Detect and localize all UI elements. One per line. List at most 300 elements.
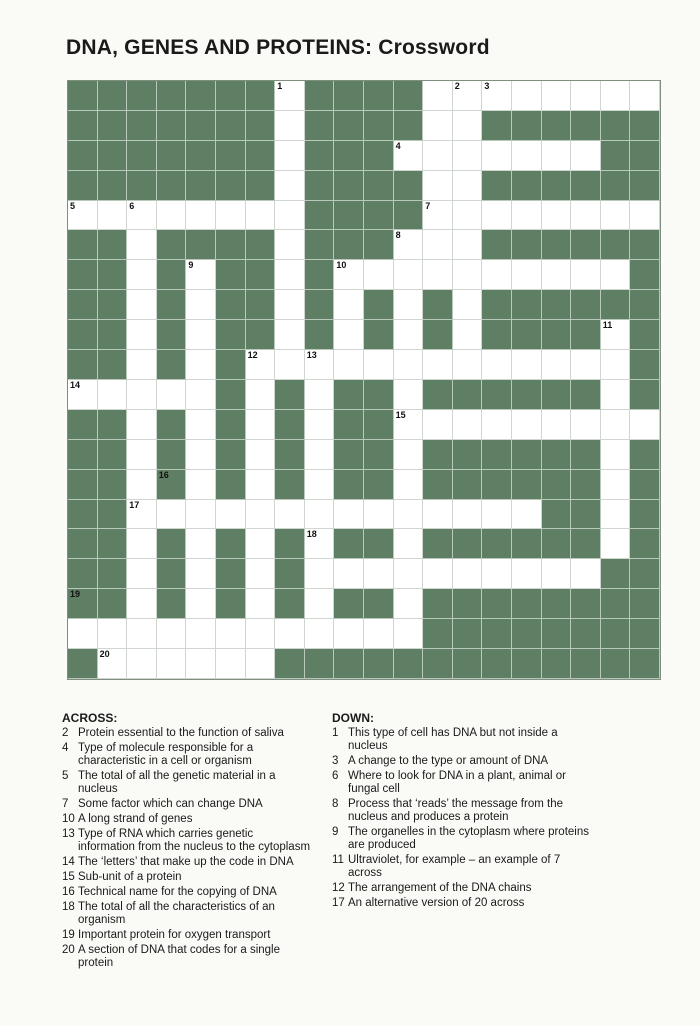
clue-text: Protein essential to the function of saliva xyxy=(78,727,284,739)
blocked-cell xyxy=(423,320,453,350)
crossword-cell[interactable] xyxy=(542,350,572,380)
blocked-cell xyxy=(216,230,246,260)
crossword-cell[interactable] xyxy=(127,320,157,350)
crossword-cell[interactable] xyxy=(542,141,572,171)
blocked-cell xyxy=(453,529,483,559)
crossword-cell[interactable] xyxy=(453,350,483,380)
crossword-cell[interactable] xyxy=(157,500,187,530)
crossword-cell[interactable] xyxy=(275,320,305,350)
crossword-cell[interactable] xyxy=(246,589,276,619)
clue-number: 6 xyxy=(129,200,135,211)
blocked-cell xyxy=(246,171,276,201)
crossword-cell[interactable] xyxy=(246,649,276,679)
blocked-cell xyxy=(157,81,187,111)
crossword-cell[interactable] xyxy=(364,350,394,380)
crossword-cell[interactable] xyxy=(127,290,157,320)
blocked-cell xyxy=(364,589,394,619)
blocked-cell xyxy=(334,649,364,679)
crossword-cell[interactable] xyxy=(127,201,157,231)
clue-text: Sub-unit of a protein xyxy=(78,871,182,883)
blocked-cell xyxy=(305,230,335,260)
blocked-cell xyxy=(157,141,187,171)
blocked-cell xyxy=(334,440,364,470)
crossword-cell[interactable] xyxy=(601,81,631,111)
blocked-cell xyxy=(364,320,394,350)
blocked-cell xyxy=(542,320,572,350)
crossword-cell[interactable] xyxy=(305,470,335,500)
crossword-cell[interactable] xyxy=(186,589,216,619)
blocked-cell xyxy=(68,320,98,350)
crossword-cell[interactable] xyxy=(453,559,483,589)
crossword-cell[interactable] xyxy=(305,559,335,589)
crossword-cell[interactable] xyxy=(186,201,216,231)
crossword-cell[interactable] xyxy=(186,290,216,320)
crossword-cell[interactable] xyxy=(127,380,157,410)
crossword-cell[interactable] xyxy=(334,619,364,649)
blocked-cell xyxy=(364,649,394,679)
crossword-cell[interactable] xyxy=(305,350,335,380)
blocked-cell xyxy=(68,589,98,619)
crossword-cell[interactable] xyxy=(423,260,453,290)
blocked-cell xyxy=(334,201,364,231)
crossword-cell[interactable] xyxy=(334,350,364,380)
crossword-cell[interactable] xyxy=(334,260,364,290)
crossword-cell[interactable] xyxy=(305,440,335,470)
blocked-cell xyxy=(453,380,483,410)
crossword-cell[interactable] xyxy=(482,260,512,290)
crossword-cell[interactable] xyxy=(127,470,157,500)
blocked-cell xyxy=(216,290,246,320)
clue-text: The total of all the characteristics of an organism xyxy=(78,901,275,926)
crossword-cell[interactable] xyxy=(512,350,542,380)
blocked-cell xyxy=(571,619,601,649)
crossword-cell[interactable] xyxy=(186,320,216,350)
crossword-cell[interactable] xyxy=(275,111,305,141)
crossword-cell[interactable] xyxy=(394,500,424,530)
blocked-cell xyxy=(68,500,98,530)
crossword-cell[interactable] xyxy=(542,260,572,290)
blocked-cell xyxy=(275,649,305,679)
blocked-cell xyxy=(127,171,157,201)
crossword-cell[interactable] xyxy=(512,410,542,440)
crossword-cell[interactable] xyxy=(482,201,512,231)
crossword-cell[interactable] xyxy=(364,619,394,649)
blocked-cell xyxy=(482,649,512,679)
blocked-cell xyxy=(542,619,572,649)
crossword-cell[interactable] xyxy=(482,141,512,171)
crossword-cell[interactable] xyxy=(453,230,483,260)
crossword-cell[interactable] xyxy=(275,230,305,260)
blocked-cell xyxy=(98,410,128,440)
crossword-cell[interactable] xyxy=(394,230,424,260)
blocked-cell xyxy=(246,290,276,320)
blocked-cell xyxy=(157,230,187,260)
crossword-cell[interactable] xyxy=(601,350,631,380)
clue-number-label: 20 xyxy=(62,944,75,956)
crossword-cell[interactable] xyxy=(512,81,542,111)
crossword-cell[interactable] xyxy=(453,410,483,440)
crossword-cell[interactable] xyxy=(423,350,453,380)
blocked-cell xyxy=(423,380,453,410)
crossword-cell[interactable] xyxy=(127,440,157,470)
blocked-cell xyxy=(512,440,542,470)
crossword-cell[interactable] xyxy=(394,470,424,500)
crossword-cell[interactable] xyxy=(186,649,216,679)
blocked-cell xyxy=(542,111,572,141)
blocked-cell xyxy=(512,290,542,320)
crossword-cell[interactable] xyxy=(246,410,276,440)
crossword-cell[interactable] xyxy=(394,380,424,410)
blocked-cell xyxy=(275,440,305,470)
blocked-cell xyxy=(127,81,157,111)
crossword-cell[interactable] xyxy=(423,201,453,231)
crossword-cell[interactable] xyxy=(305,619,335,649)
clue-number-label: 4 xyxy=(62,742,69,754)
blocked-cell xyxy=(364,81,394,111)
crossword-cell[interactable] xyxy=(364,559,394,589)
blocked-cell xyxy=(630,290,660,320)
across-clue xyxy=(62,929,312,942)
crossword-cell[interactable] xyxy=(394,260,424,290)
crossword-cell[interactable] xyxy=(453,111,483,141)
blocked-cell xyxy=(512,111,542,141)
crossword-cell[interactable] xyxy=(394,350,424,380)
crossword-cell[interactable] xyxy=(394,559,424,589)
blocked-cell xyxy=(601,230,631,260)
crossword-cell[interactable] xyxy=(68,619,98,649)
crossword-cell[interactable] xyxy=(127,410,157,440)
crossword-cell[interactable] xyxy=(571,559,601,589)
crossword-cell[interactable] xyxy=(571,350,601,380)
crossword-cell[interactable] xyxy=(453,500,483,530)
blocked-cell xyxy=(571,470,601,500)
crossword-cell[interactable] xyxy=(186,260,216,290)
crossword-cell[interactable] xyxy=(186,500,216,530)
crossword-cell[interactable] xyxy=(98,380,128,410)
crossword-cell[interactable] xyxy=(394,320,424,350)
crossword-cell[interactable] xyxy=(394,440,424,470)
crossword-cell[interactable] xyxy=(423,81,453,111)
crossword-cell[interactable] xyxy=(216,649,246,679)
crossword-cell[interactable] xyxy=(186,619,216,649)
crossword-cell[interactable] xyxy=(630,201,660,231)
crossword-cell[interactable] xyxy=(542,81,572,111)
blocked-cell xyxy=(186,171,216,201)
blocked-cell xyxy=(98,111,128,141)
crossword-cell[interactable] xyxy=(246,470,276,500)
crossword-cell[interactable] xyxy=(334,320,364,350)
crossword-cell[interactable] xyxy=(186,380,216,410)
blocked-cell xyxy=(127,111,157,141)
clue-number: 16 xyxy=(158,469,169,480)
crossword-cell[interactable] xyxy=(423,230,453,260)
crossword-cell[interactable] xyxy=(512,260,542,290)
crossword-cell[interactable] xyxy=(127,589,157,619)
crossword-cell[interactable] xyxy=(423,171,453,201)
crossword-cell[interactable] xyxy=(542,410,572,440)
clue-number-label: 18 xyxy=(62,901,75,913)
crossword-cell[interactable] xyxy=(453,171,483,201)
across-clue xyxy=(62,901,312,927)
crossword-cell[interactable] xyxy=(601,260,631,290)
crossword-cell[interactable] xyxy=(571,81,601,111)
blocked-cell xyxy=(305,111,335,141)
crossword-cell[interactable] xyxy=(157,619,187,649)
blocked-cell xyxy=(246,260,276,290)
crossword-cell[interactable] xyxy=(157,649,187,679)
crossword-cell[interactable] xyxy=(453,290,483,320)
crossword-cell[interactable] xyxy=(127,350,157,380)
clue-text: An alternative version of 20 across xyxy=(348,897,525,909)
blocked-cell xyxy=(157,410,187,440)
clue-number-label: 1 xyxy=(332,727,339,739)
crossword-cell[interactable] xyxy=(216,201,246,231)
crossword-cell[interactable] xyxy=(601,529,631,559)
blocked-cell xyxy=(512,529,542,559)
crossword-cell[interactable] xyxy=(423,111,453,141)
crossword-cell[interactable] xyxy=(394,290,424,320)
crossword-cell[interactable] xyxy=(275,141,305,171)
crossword-cell[interactable] xyxy=(601,201,631,231)
crossword-cell[interactable] xyxy=(542,559,572,589)
crossword-cell[interactable] xyxy=(512,500,542,530)
crossword-cell[interactable] xyxy=(275,81,305,111)
crossword-cell[interactable] xyxy=(453,141,483,171)
blocked-cell xyxy=(157,320,187,350)
crossword-cell[interactable] xyxy=(246,380,276,410)
crossword-cell[interactable] xyxy=(423,559,453,589)
blocked-cell xyxy=(630,559,660,589)
crossword-cell[interactable] xyxy=(482,500,512,530)
crossword-cell[interactable] xyxy=(482,350,512,380)
blocked-cell xyxy=(68,81,98,111)
crossword-cell[interactable] xyxy=(630,410,660,440)
blocked-cell xyxy=(601,589,631,619)
blocked-cell xyxy=(334,81,364,111)
blocked-cell xyxy=(186,81,216,111)
crossword-cell[interactable] xyxy=(571,260,601,290)
blocked-cell xyxy=(571,529,601,559)
across-clue xyxy=(62,856,312,869)
crossword-cell[interactable] xyxy=(98,619,128,649)
blocked-cell xyxy=(216,141,246,171)
blocked-cell xyxy=(334,141,364,171)
crossword-cell[interactable] xyxy=(305,589,335,619)
crossword-cell[interactable] xyxy=(275,260,305,290)
blocked-cell xyxy=(630,320,660,350)
blocked-cell xyxy=(275,470,305,500)
crossword-cell[interactable] xyxy=(127,260,157,290)
crossword-cell[interactable] xyxy=(275,619,305,649)
crossword-cell[interactable] xyxy=(423,500,453,530)
crossword-cell[interactable] xyxy=(453,320,483,350)
blocked-cell xyxy=(216,350,246,380)
blocked-cell xyxy=(423,589,453,619)
crossword-cell[interactable] xyxy=(186,440,216,470)
across-clue xyxy=(62,871,312,884)
crossword-cell[interactable] xyxy=(246,529,276,559)
crossword-cell[interactable] xyxy=(157,380,187,410)
crossword-cell[interactable] xyxy=(157,201,187,231)
blocked-cell xyxy=(482,589,512,619)
crossword-cell[interactable] xyxy=(601,410,631,440)
crossword-cell[interactable] xyxy=(216,619,246,649)
crossword-cell[interactable] xyxy=(630,81,660,111)
blocked-cell xyxy=(334,230,364,260)
crossword-cell[interactable] xyxy=(246,350,276,380)
crossword-cell[interactable] xyxy=(275,290,305,320)
blocked-cell xyxy=(571,589,601,619)
across-clue xyxy=(62,886,312,899)
blocked-cell xyxy=(512,619,542,649)
blocked-cell xyxy=(542,529,572,559)
blocked-cell xyxy=(364,111,394,141)
blocked-cell xyxy=(98,350,128,380)
clue-number: 7 xyxy=(425,200,431,211)
down-clue xyxy=(332,897,592,910)
clue-text: Ultraviolet, for example – an example of 7 across xyxy=(348,854,561,879)
crossword-cell[interactable] xyxy=(512,141,542,171)
blocked-cell xyxy=(394,81,424,111)
clue-number: 1 xyxy=(277,81,283,91)
crossword-grid xyxy=(67,80,661,680)
crossword-cell[interactable] xyxy=(186,350,216,380)
crossword-cell[interactable] xyxy=(98,201,128,231)
crossword-cell[interactable] xyxy=(334,500,364,530)
clue-text: A section of DNA that codes for a single protein xyxy=(78,944,281,969)
blocked-cell xyxy=(157,559,187,589)
blocked-cell xyxy=(334,171,364,201)
crossword-cell[interactable] xyxy=(68,201,98,231)
clue-number-label: 5 xyxy=(62,770,69,782)
clue-number: 17 xyxy=(129,499,140,510)
crossword-cell[interactable] xyxy=(127,619,157,649)
crossword-cell[interactable] xyxy=(305,410,335,440)
crossword-cell[interactable] xyxy=(305,380,335,410)
blocked-cell xyxy=(246,81,276,111)
crossword-cell[interactable] xyxy=(246,559,276,589)
across-clue xyxy=(62,742,312,768)
crossword-cell[interactable] xyxy=(423,410,453,440)
crossword-cell[interactable] xyxy=(453,201,483,231)
blocked-cell xyxy=(364,290,394,320)
blocked-cell xyxy=(630,141,660,171)
crossword-cell[interactable] xyxy=(246,500,276,530)
crossword-cell[interactable] xyxy=(364,260,394,290)
crossword-cell[interactable] xyxy=(601,470,631,500)
blocked-cell xyxy=(394,111,424,141)
crossword-cell[interactable] xyxy=(275,350,305,380)
crossword-cell[interactable] xyxy=(275,500,305,530)
blocked-cell xyxy=(98,559,128,589)
clue-number: 20 xyxy=(99,649,110,660)
down-clue xyxy=(332,770,592,796)
crossword-cell[interactable] xyxy=(571,201,601,231)
crossword-cell[interactable] xyxy=(601,440,631,470)
crossword-cell[interactable] xyxy=(186,529,216,559)
crossword-cell[interactable] xyxy=(68,380,98,410)
crossword-cell[interactable] xyxy=(601,320,631,350)
blocked-cell xyxy=(216,529,246,559)
blocked-cell xyxy=(364,529,394,559)
crossword-cell[interactable] xyxy=(394,589,424,619)
blocked-cell xyxy=(512,230,542,260)
blocked-cell xyxy=(364,440,394,470)
crossword-cell[interactable] xyxy=(334,290,364,320)
crossword-cell[interactable] xyxy=(186,559,216,589)
crossword-cell[interactable] xyxy=(601,500,631,530)
crossword-cell[interactable] xyxy=(246,619,276,649)
crossword-cell[interactable] xyxy=(394,141,424,171)
blocked-cell xyxy=(157,111,187,141)
blocked-cell xyxy=(630,171,660,201)
blocked-cell xyxy=(630,500,660,530)
crossword-cell[interactable] xyxy=(246,201,276,231)
crossword-cell[interactable] xyxy=(482,81,512,111)
crossword-cell[interactable] xyxy=(394,410,424,440)
crossword-cell[interactable] xyxy=(542,201,572,231)
down-clue xyxy=(332,755,592,768)
crossword-cell[interactable] xyxy=(127,649,157,679)
clue-number: 13 xyxy=(306,350,317,361)
down-heading: DOWN: xyxy=(332,711,374,725)
crossword-cell[interactable] xyxy=(571,141,601,171)
crossword-cell[interactable] xyxy=(305,500,335,530)
crossword-cell[interactable] xyxy=(482,410,512,440)
crossword-cell[interactable] xyxy=(127,500,157,530)
blocked-cell xyxy=(157,529,187,559)
crossword-cell[interactable] xyxy=(186,470,216,500)
clue-text: The arrangement of the DNA chains xyxy=(348,882,532,894)
crossword-cell[interactable] xyxy=(305,529,335,559)
blocked-cell xyxy=(68,171,98,201)
crossword-cell[interactable] xyxy=(98,649,128,679)
crossword-cell[interactable] xyxy=(186,410,216,440)
crossword-cell[interactable] xyxy=(275,171,305,201)
crossword-cell[interactable] xyxy=(364,500,394,530)
crossword-cell[interactable] xyxy=(394,619,424,649)
down-clue xyxy=(332,882,592,895)
crossword-cell[interactable] xyxy=(275,201,305,231)
crossword-cell[interactable] xyxy=(127,230,157,260)
crossword-cell[interactable] xyxy=(453,81,483,111)
crossword-cell[interactable] xyxy=(334,559,364,589)
across-clue xyxy=(62,813,312,826)
crossword-cell[interactable] xyxy=(394,529,424,559)
clue-text: A change to the type or amount of DNA xyxy=(348,755,549,767)
crossword-cell[interactable] xyxy=(216,500,246,530)
blocked-cell xyxy=(334,470,364,500)
blocked-cell xyxy=(246,230,276,260)
blocked-cell xyxy=(68,230,98,260)
crossword-cell[interactable] xyxy=(246,440,276,470)
crossword-cell[interactable] xyxy=(601,380,631,410)
crossword-cell[interactable] xyxy=(512,559,542,589)
crossword-cell[interactable] xyxy=(482,559,512,589)
blocked-cell xyxy=(630,440,660,470)
blocked-cell xyxy=(542,500,572,530)
crossword-cell[interactable] xyxy=(453,260,483,290)
crossword-cell[interactable] xyxy=(127,559,157,589)
crossword-cell[interactable] xyxy=(127,529,157,559)
clue-text: Type of RNA which carries genetic information from the nucleus to the cytoplasm xyxy=(78,828,311,853)
crossword-cell[interactable] xyxy=(512,201,542,231)
blocked-cell xyxy=(334,111,364,141)
blocked-cell xyxy=(68,410,98,440)
clue-number-label: 15 xyxy=(62,871,75,883)
crossword-cell[interactable] xyxy=(423,141,453,171)
crossword-cell[interactable] xyxy=(571,410,601,440)
